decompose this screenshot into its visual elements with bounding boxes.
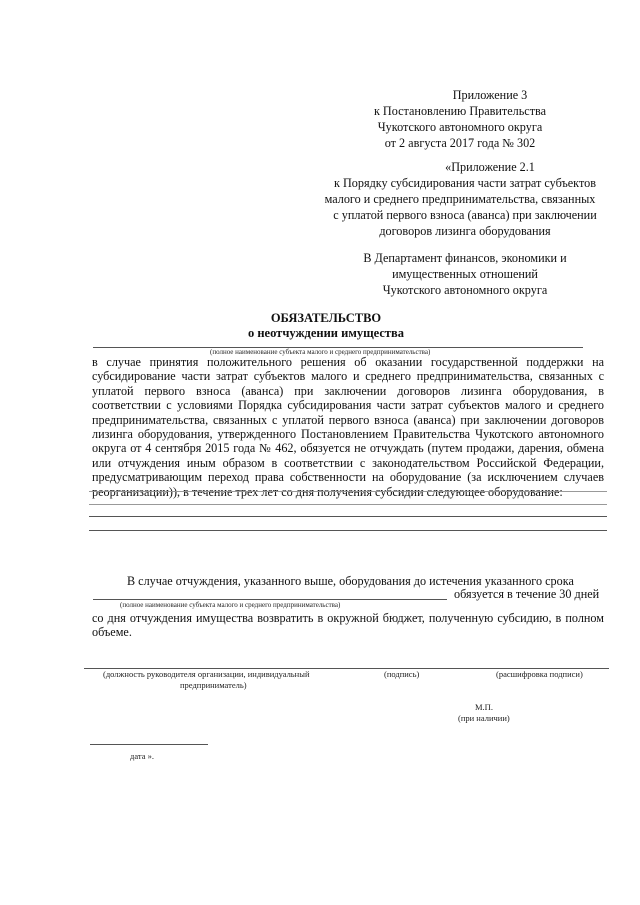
sub-appendix-line1: к Порядку субсидирования части затрат субъектов — [334, 176, 596, 190]
seal-label: М.П. — [475, 702, 493, 712]
appendix-resolution: к Постановлению Правительства — [373, 104, 547, 118]
equipment-line-3[interactable] — [89, 516, 607, 517]
recipient-line2: имущественных отношений — [392, 267, 538, 281]
position-caption-2: предприниматель) — [180, 680, 247, 690]
recipient-line3: Чукотского автономного округа — [382, 283, 548, 297]
entity-name-caption: (полное наименование субъекта малого и среднего предпринимательства) — [210, 348, 431, 356]
equipment-line-4[interactable] — [89, 530, 607, 531]
sub-appendix-line4: договоров лизинга оборудования — [379, 224, 551, 238]
entity-name-line-2[interactable] — [93, 599, 447, 600]
signature-caption: (подпись) — [384, 669, 420, 679]
sub-appendix-number: «Приложение 2.1 — [445, 160, 535, 174]
recipient-line1: В Департамент финансов, экономики и — [363, 251, 567, 265]
position-caption: (должность руководителя организации, индивидуальный — [103, 669, 310, 679]
date-line[interactable] — [90, 744, 208, 745]
appendix-region: Чукотского автономного округа — [377, 120, 543, 134]
sub-appendix-line3: с уплатой первого взноса (аванса) при заключении — [333, 208, 597, 222]
alienation-obliged: обязуется в течение 30 дней — [454, 587, 600, 601]
appendix-date: от 2 августа 2017 года № 302 — [384, 136, 536, 150]
entity-name-caption-2: (полное наименование субъекта малого и среднего предпринимательства) — [120, 601, 341, 609]
document-subtitle: о неотчуждении имущества — [247, 326, 405, 340]
obligation-paragraph: в случае принятия положительного решения об оказании государственной поддержки на субсидирование части затрат субъектов малого и среднего предпринимательства, связанных с уплатой первого взноса (аванса) при заключении договоров лизинга оборудования, в соответствии с условиями Порядка субсидирования части затрат субъектов малого и среднего предпринимательства, связанных с уплатой первого взноса (аванса) при заключении договоров лизинга оборудования, утвержденного Постановлением Правительства Чукотского автономного округа от 4 сентября 2015 года № 462, обязуется не отчуждать (путем продажи, дарения, обмена или отчуждения иным образом в соответствии с законодательством Российской Федерации, предусматривающим переход права собственности на оборудование (за исключением случаев реорганизации)), в течение трех лет со дня получения субсидии следующее оборудование: — [92, 355, 604, 499]
equipment-line-2[interactable] — [89, 504, 607, 505]
equipment-line-1[interactable] — [89, 491, 607, 492]
date-caption: дата ». — [130, 751, 154, 761]
appendix-number: Приложение 3 — [452, 88, 528, 102]
document-title: ОБЯЗАТЕЛЬСТВО — [270, 311, 382, 325]
signature-decode-caption: (расшифровка подписи) — [496, 669, 583, 679]
alienation-paragraph-end: со дня отчуждения имущества возвратить в окружной бюджет, полученную субсидию, в полном объеме. — [92, 611, 604, 640]
alienation-paragraph-start: В случае отчуждения, указанного выше, оборудования до истечения указанного срока — [127, 574, 574, 588]
sub-appendix-line2: малого и среднего предпринимательства, связанных — [324, 192, 596, 206]
seal-note: (при наличии) — [458, 713, 510, 723]
